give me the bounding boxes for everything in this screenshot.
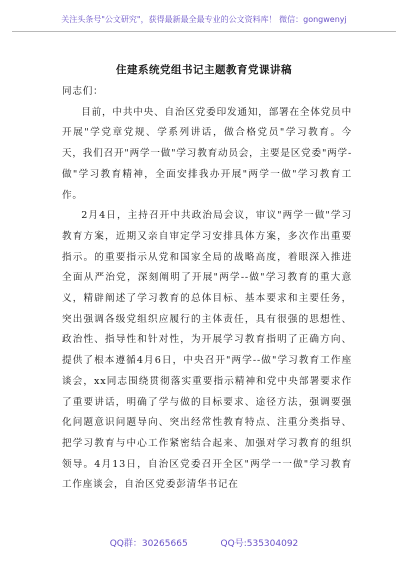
document-body: [62, 82, 352, 496]
greeting: 同志们：: [62, 86, 104, 97]
paragraph-2: 2月4日，主持召开中共政治局会议，审议"两学一做"学习教育方案，近期又亲自审定学习安排具体方案，多次作出重要指示。的重要指示从党和国家全局的战略高度，着眼深入推进全面从严治党，深刻阐明了开展"两学--做"学习教育的重大意义，精辟阐述了学习教育的总体目标、基本要求和主要任务，突出强调各级党组织应履行的主体责任，具有很强的思想性、政治性、指导性和针对性，为开展学习教育指明了正确方向、提供了根本遵循4月6日，中央召开"两学--做"学习教育工作座谈会，xx同志围绕贯彻落实重要指示精神和党中央部署要求作了重要讲话，明确了学与做的目标要求、途径方法，强调要强化问题意识问题导向、突出经常性教育特点、注重分类指导、把学习教育与中心工作紧密结合起来、加强对学习教育的组织领导。4月13日，自治区党委召开全区"两学一一做"学习教育工作座谈会，自治区党委彭清华书记在: [62, 210, 352, 491]
footer-qq-group: QQ群：30265665: [109, 539, 188, 549]
page-header-banner: 关注头条号"公文研究"，获得最新最全最专业的公文资料库！ 微信：gongwenyj: [61, 15, 347, 24]
paragraph-1: 目前，中共中央、自治区党委印发通知，部署在全体党员中开展"学党章党规、学系列讲话，做合格党员"学习教育。今天，我们召开"两学一做"学习教育动员会，主要是区党委"两学-做"学习教育精神，全面安排我办开展"两学一做"学习教育工作。: [62, 106, 352, 201]
document-title: 住建系统党组书记主题教育党课讲稿: [116, 64, 292, 76]
page-footer: [0, 536, 408, 549]
footer-qq-number: QQ号:535304092: [220, 539, 299, 549]
header-divider: [12, 31, 396, 32]
